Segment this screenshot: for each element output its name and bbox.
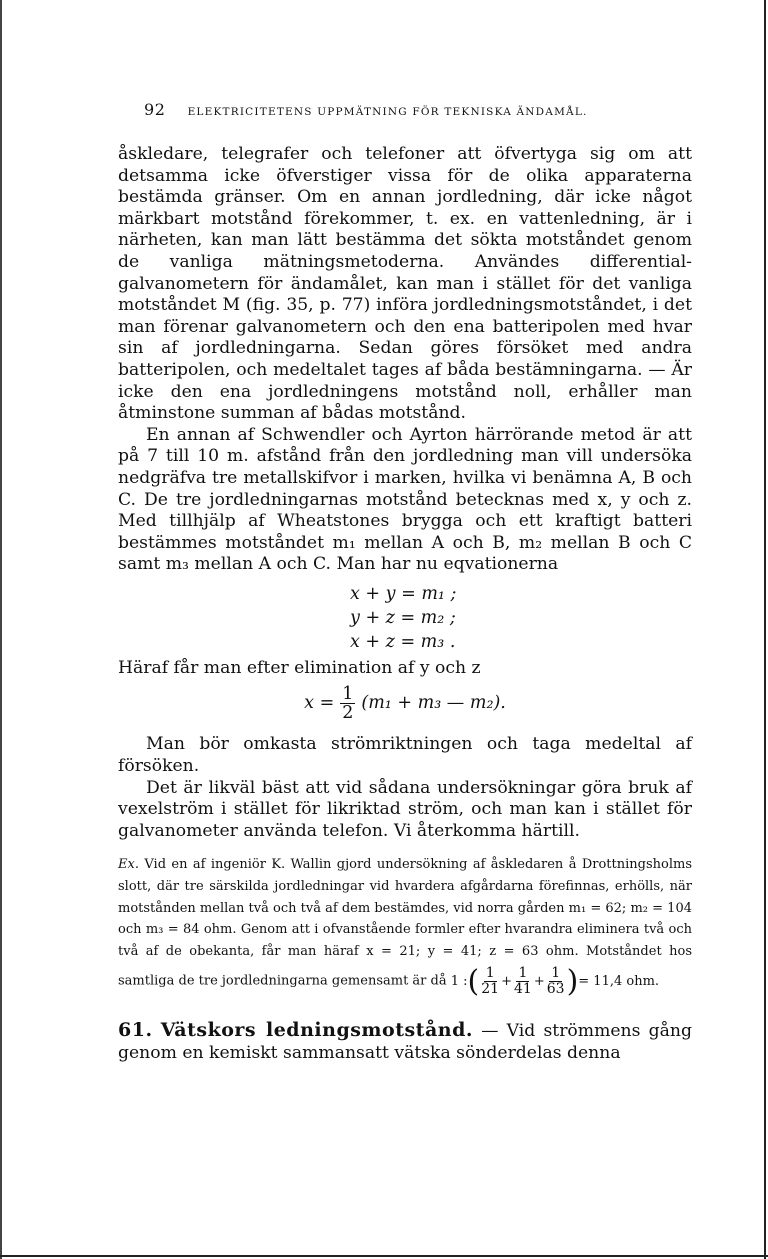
section-text: — Vid strömmens gång genom en kemiskt sammansatt vätska sönderdelas denna xyxy=(118,1021,692,1064)
solution-formula xyxy=(118,685,692,722)
scan-left-border xyxy=(0,0,2,1259)
section-61 xyxy=(118,1019,692,1064)
plus-sign: + xyxy=(533,974,545,990)
example-fraction-2-den: 41 xyxy=(514,981,532,998)
one-half-fraction xyxy=(340,685,355,722)
formula-rhs: (m₁ + m₃ — m₂). xyxy=(361,693,506,714)
example-fraction-1 xyxy=(481,966,499,997)
running-title: ELEKTRICITETENS UPPMÄTNING FÖR TEKNISKA ÄNDAMÅL. xyxy=(187,106,588,118)
left-paren: ( xyxy=(467,963,480,999)
book-page xyxy=(118,100,692,1064)
section-heading: Vätskors ledningsmotstånd. xyxy=(160,1019,473,1042)
paragraph-4: Det är likväl bäst att vid sådana undersökningar göra bruk af vexelström i stället för likriktad ström, och man kan i stället för galvanometer använda telefon. Vi återkomma härtill. xyxy=(118,777,692,841)
formula-lhs: x = xyxy=(304,693,335,714)
example-fraction-2-num: 1 xyxy=(518,965,528,982)
equation-2: y + z = m₂ ; xyxy=(350,607,456,628)
paragraph-3: Man bör omkasta strömriktningen och taga medeltal af försöken. xyxy=(118,734,692,777)
paragraph-1: åskledare, telegrafer och telefoner att öfvertyga sig om att detsamma icke öfverstiger vissa för de olika apparaterna bestämda gränser. Om en annan jordledning, där icke något märkbart motstånd förekommer, t. ex. en vattenledning, är i närheten, kan man lätt bestämma det sökta motståndet genom de vanliga mätningsmetoderna. Användes differential-galvanometern för ändamålet, kan man i stället för det vanliga motståndet M (fig. 35, p. 77) införa jordledningsmotståndet, i det man förenar galvanometern och den ena batteripolen med hvar sin af jordledningarna. Sedan göres försöket med andra batteripolen, och medeltalet tages af båda bestämningarna. — Är icke den ena jordledningens motstånd noll, erhåller man åtminstone summan af bådas motstånd. xyxy=(118,144,692,424)
example-fraction-1-den: 21 xyxy=(481,981,500,998)
fraction-numerator: 1 xyxy=(342,684,354,705)
example-fraction-3 xyxy=(547,966,565,997)
paragraph-2: En annan af Schwendler och Ayrton härrörande metod är att på 7 till 10 m. afstånd från den jordledning man vill undersöka nedgräfva tre metallskifvor i marken, hvilka vi benämna A, B och C. De tre jordledningarnas motstånd betecknas med x, y och z. Med tillhjälp af Wheatstones brygga och ett kraftigt batteri bestämmes motståndet m₁ mellan A och B, m₂ mellan B och C samt m₃ mellan A och C. Man har nu eqvationerna xyxy=(118,424,692,575)
running-header xyxy=(144,100,692,124)
scan-right-border xyxy=(764,0,766,1259)
equation-3: x + z = m₃ . xyxy=(350,631,456,652)
example-label: Ex. xyxy=(118,857,139,873)
example-fraction-2 xyxy=(514,966,532,997)
example-block xyxy=(118,854,692,997)
scan-bottom-border xyxy=(0,1255,768,1257)
example-text: Vid en af ingeniör K. Wallin gjord undersökning af åskledaren å Drottningsholms slott, där tre särskilda jordledningar vid hvardera afgårdarna förefinnas, erhölls, när motstånden mellan två och två af dem bestämdes, vid norra gården m₁ = 62; m₂ = 104 och m₃ = 84 ohm. Genom att i ofvanstående formler efter hvarandra eliminera två och två af de obekanta, får man häraf x = 21; y = 41; z = 63 ohm. Motståndet hos samtliga de tre jordledningarna gemensamt är då xyxy=(118,857,693,990)
elimination-line: Häraf får man efter elimination af y och z xyxy=(118,657,481,678)
example-formula xyxy=(450,963,660,999)
main-text xyxy=(118,144,692,842)
example-fraction-3-den: 63 xyxy=(546,981,565,998)
example-formula-prefix: 1 : xyxy=(450,974,468,990)
equation-1: x + y = m₁ ; xyxy=(350,583,457,604)
page-number: 92 xyxy=(144,100,166,119)
equation-system xyxy=(350,582,692,654)
section-number: 61. xyxy=(118,1019,153,1042)
example-fraction-1-num: 1 xyxy=(485,965,495,982)
plus-sign: + xyxy=(501,974,512,990)
example-result: = 11,4 ohm. xyxy=(578,974,660,990)
right-paren: ) xyxy=(566,963,579,999)
fraction-denominator: 2 xyxy=(342,703,354,724)
example-fraction-3-num: 1 xyxy=(551,965,561,982)
